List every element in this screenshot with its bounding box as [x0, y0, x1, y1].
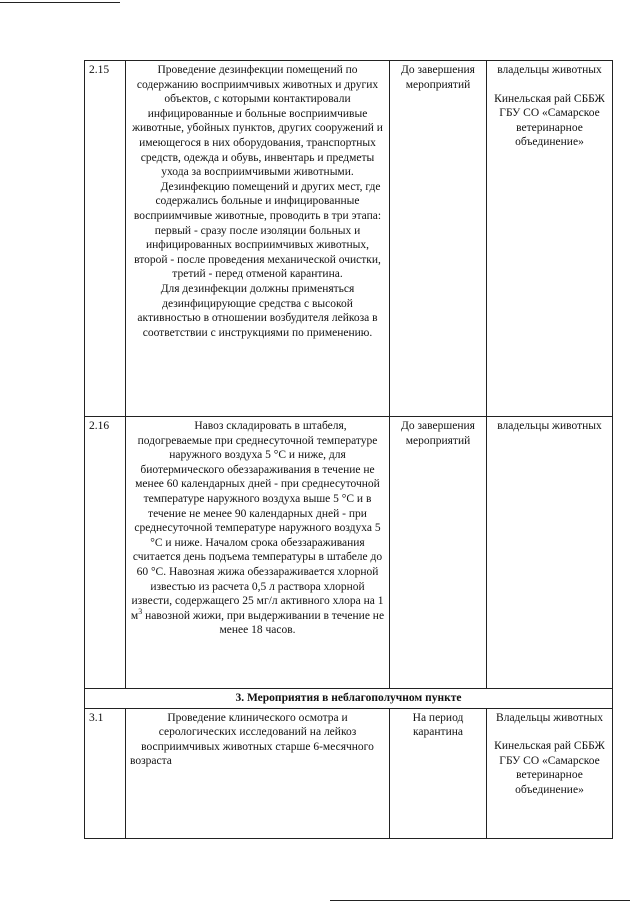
row-number: 2.15	[85, 61, 126, 417]
description-text: Навоз складировать в штабеля, подогреваемые при среднесуточной температуре наружного воздуха 5 °С и ниже, для биотермического обеззараживания в течение не менее 60 календарных дней - при среднесуточной температуре наружного воздуха выше 5 °С и в течение не менее 90 календарных дней - при среднесуточной температуре наружного воздуха 5 °С и ниже. Началом срока обеззараживания считается день подъема температуры в штабеле до 60 °С. Навозная жижа обеззараживается хлорной известью из расчета 0,5 л раствора хлорной извести, содержащего 25 мг/л активного хлора на 1 м	[130, 420, 384, 622]
row-number: 2.16	[85, 417, 126, 689]
row-description	[126, 417, 390, 689]
description-paragraph: Для дезинфекции должны применяться дезинфицирующие средства с высокой активностью в отношении возбудителя лейкоза в соответствии с инструкциями по применению.	[137, 282, 378, 339]
responsible-owners: Владельцы животных	[496, 711, 603, 724]
row-term: До завершения мероприятий	[390, 417, 487, 689]
table-row	[85, 61, 613, 417]
responsible-vet-station: Кинельская рай СББЖ ГБУ СО «Самарское ветеринарное объединение»	[494, 92, 605, 149]
row-description	[126, 61, 390, 417]
description-paragraph: Проведение дезинфекции помещений по содержанию восприимчивых животных и других объектов, с которыми контактировали инфицированные и больные восприимчивые животные, убойных пунктов, других сооружений и имеющегося в них оборудования, транспортных средств, одежда и обувь, инвентарь и предметы ухода за восприимчивыми животными.	[132, 64, 383, 179]
description-text-end: навозной жижи, при выдерживании в течение не менее 18 часов.	[142, 609, 385, 637]
row-responsible	[487, 61, 613, 417]
row-number: 3.1	[85, 708, 126, 838]
description-paragraph	[130, 419, 385, 638]
responsible-owners: владельцы животных	[497, 64, 602, 76]
responsible-owners: владельцы животных	[497, 420, 602, 432]
section-header-row	[85, 689, 613, 709]
scan-artifact-bottom	[330, 900, 630, 901]
measures-table	[84, 60, 613, 839]
cubic-superscript: 3	[138, 606, 143, 616]
table-row	[85, 417, 613, 689]
row-term: На период карантина	[390, 708, 487, 838]
row-term: До завершения мероприятий	[390, 61, 487, 417]
row-responsible	[487, 708, 613, 838]
description-paragraph: Дезинфекцию помещений и других мест, где содержались больные и инфицированные восприимчивые животные, проводить в три этапа: первый - сразу после изоляции больных и инфицированных восприимчивых животных, второй - после проведения механической очистки, третий - перед отменой карантина.	[133, 180, 382, 281]
scan-artifact-top	[0, 2, 120, 3]
responsible-vet-station: Кинельская рай СББЖ ГБУ СО «Самарское ветеринарное объединение»	[494, 740, 605, 796]
table-row	[85, 708, 613, 838]
row-responsible	[487, 417, 613, 689]
row-description: Проведение клинического осмотра и серологических исследований на лейкоз восприимчивых животных старше 6-месячного возраста	[126, 708, 390, 838]
section-title: 3. Мероприятия в неблагополучном пункте	[85, 689, 613, 709]
